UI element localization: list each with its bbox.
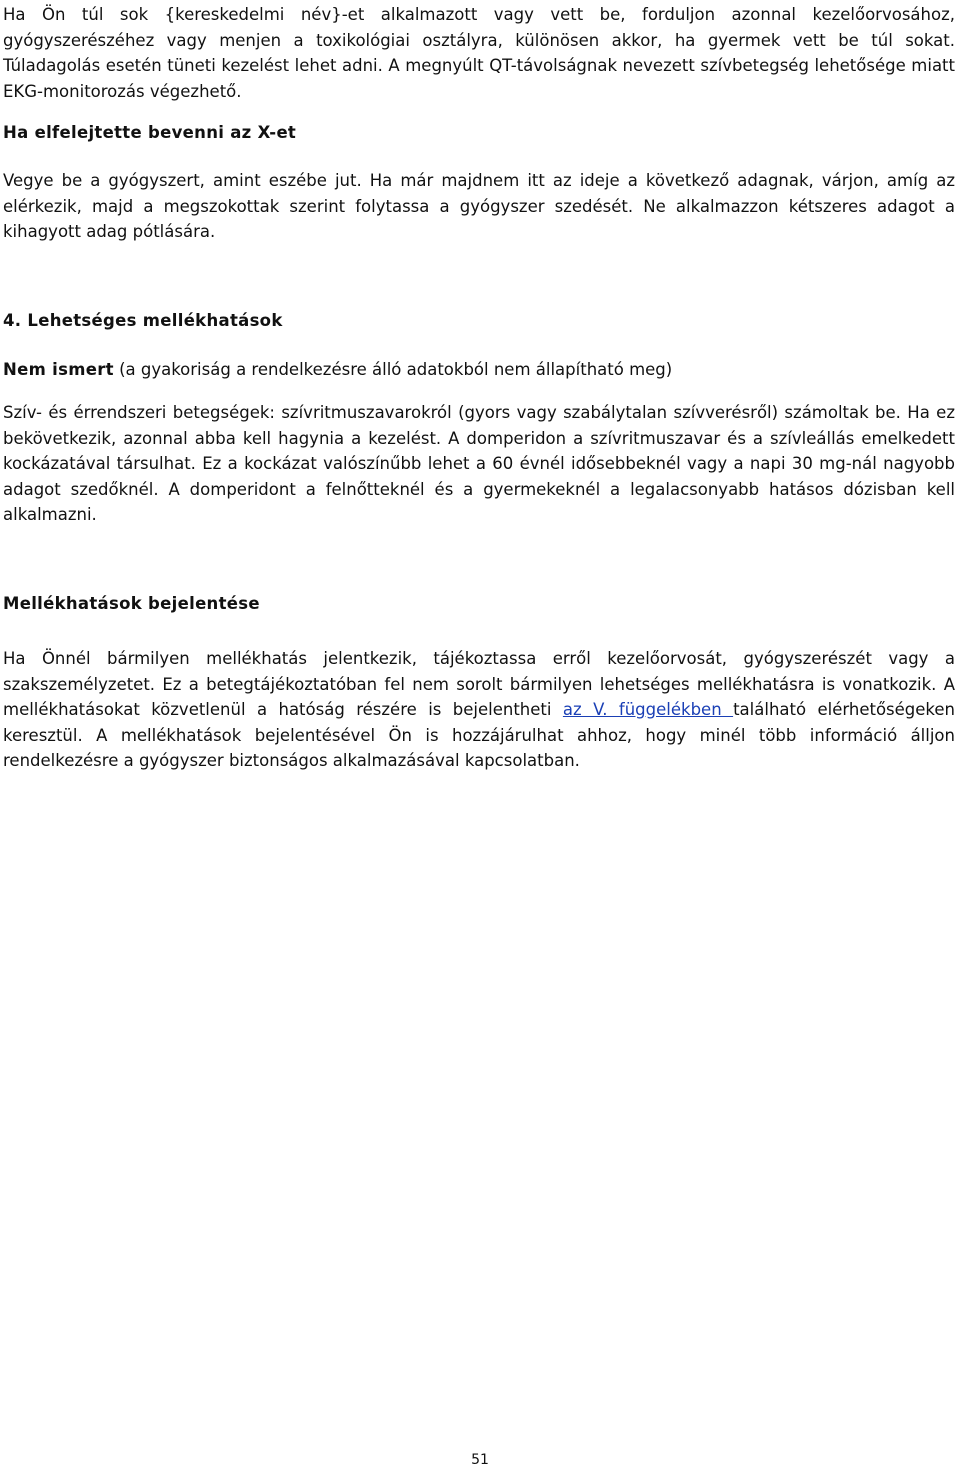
reporting-paragraph	[3, 646, 955, 774]
cardiac-side-effects-paragraph: Szív- és érrendszeri betegségek: szívritmuszavarokról (gyors vagy szabálytalan szívverésről) számoltak be. Ha ez bekövetkezik, azonnal abba kell hagynia a kezelést. A domperidon a szívritmuszavar és a szívleállás emelkedett kockázatával társulhat. Ez a kockázat valószínűbb lehet a 60 évnél idősebbeknél vagy a napi 30 mg-nál nagyobb adagot szedőknél. A domperidont a felnőtteknél és a gyermekeknél a legalacsonyabb hatásos dózisban kell alkalmazni.	[3, 403, 955, 524]
missed-dose-heading: Ha elfelejtette bevenni az X-et	[3, 123, 297, 142]
page-number: 51	[471, 1452, 489, 1468]
overdose-paragraph: Ha Ön túl sok {kereskedelmi név}-et alkalmazott vagy vett be, forduljon azonnal kezelőorvosához, gyógyszerészéhez vagy menjen a toxikológiai osztályra, különösen akkor, ha gyermek vett be túl sokat. Túladagolás esetén tüneti kezelést lehet adni. A megnyúlt QT-távolságnak nevezett szívbetegség lehetősége miatt EKG-monitorozás végezhető.	[3, 5, 955, 101]
missed-dose-paragraph: Vegye be a gyógyszert, amint eszébe jut. Ha már majdnem itt az ideje a következő adagnak, várjon, amíg az elérkezik, majd a megszokottak szerint folytassa a gyógyszer szedését. Ne alkalmazzon kétszeres adagot a kihagyott adag pótlására.	[3, 171, 955, 241]
reporting-heading: Mellékhatások bejelentése	[3, 594, 260, 613]
frequency-label: Nem ismert	[3, 360, 114, 379]
reporting-text-before-link: Ha Önnél bármilyen mellékhatás jelentkezik, tájékoztassa erről kezelőorvosát, gyógyszerészét vagy a szakszemélyzetet. Ez a betegtájékoztatóban fel nem sorolt bármilyen lehetséges mellékhatásra is vonatkozik. A mellékhatásokat közvetlenül a hatóság részére is bejelentheti	[3, 649, 955, 719]
frequency-paragraph	[3, 357, 955, 383]
appendix-v-link[interactable]: az V. függelékben	[562, 700, 734, 719]
side-effects-heading: 4. Lehetséges mellékhatások	[3, 311, 283, 330]
reporting-text-after-link: található elérhetőségeken keresztül. A mellékhatások bejelentésével Ön is hozzájárulhat ahhoz, hogy minél több információ álljon rendelkezésre a gyógyszer biztonságos alkalmazásával kapcsolatban.	[3, 700, 955, 770]
frequency-description: (a gyakoriság a rendelkezésre álló adatokból nem állapítható meg)	[113, 360, 673, 379]
